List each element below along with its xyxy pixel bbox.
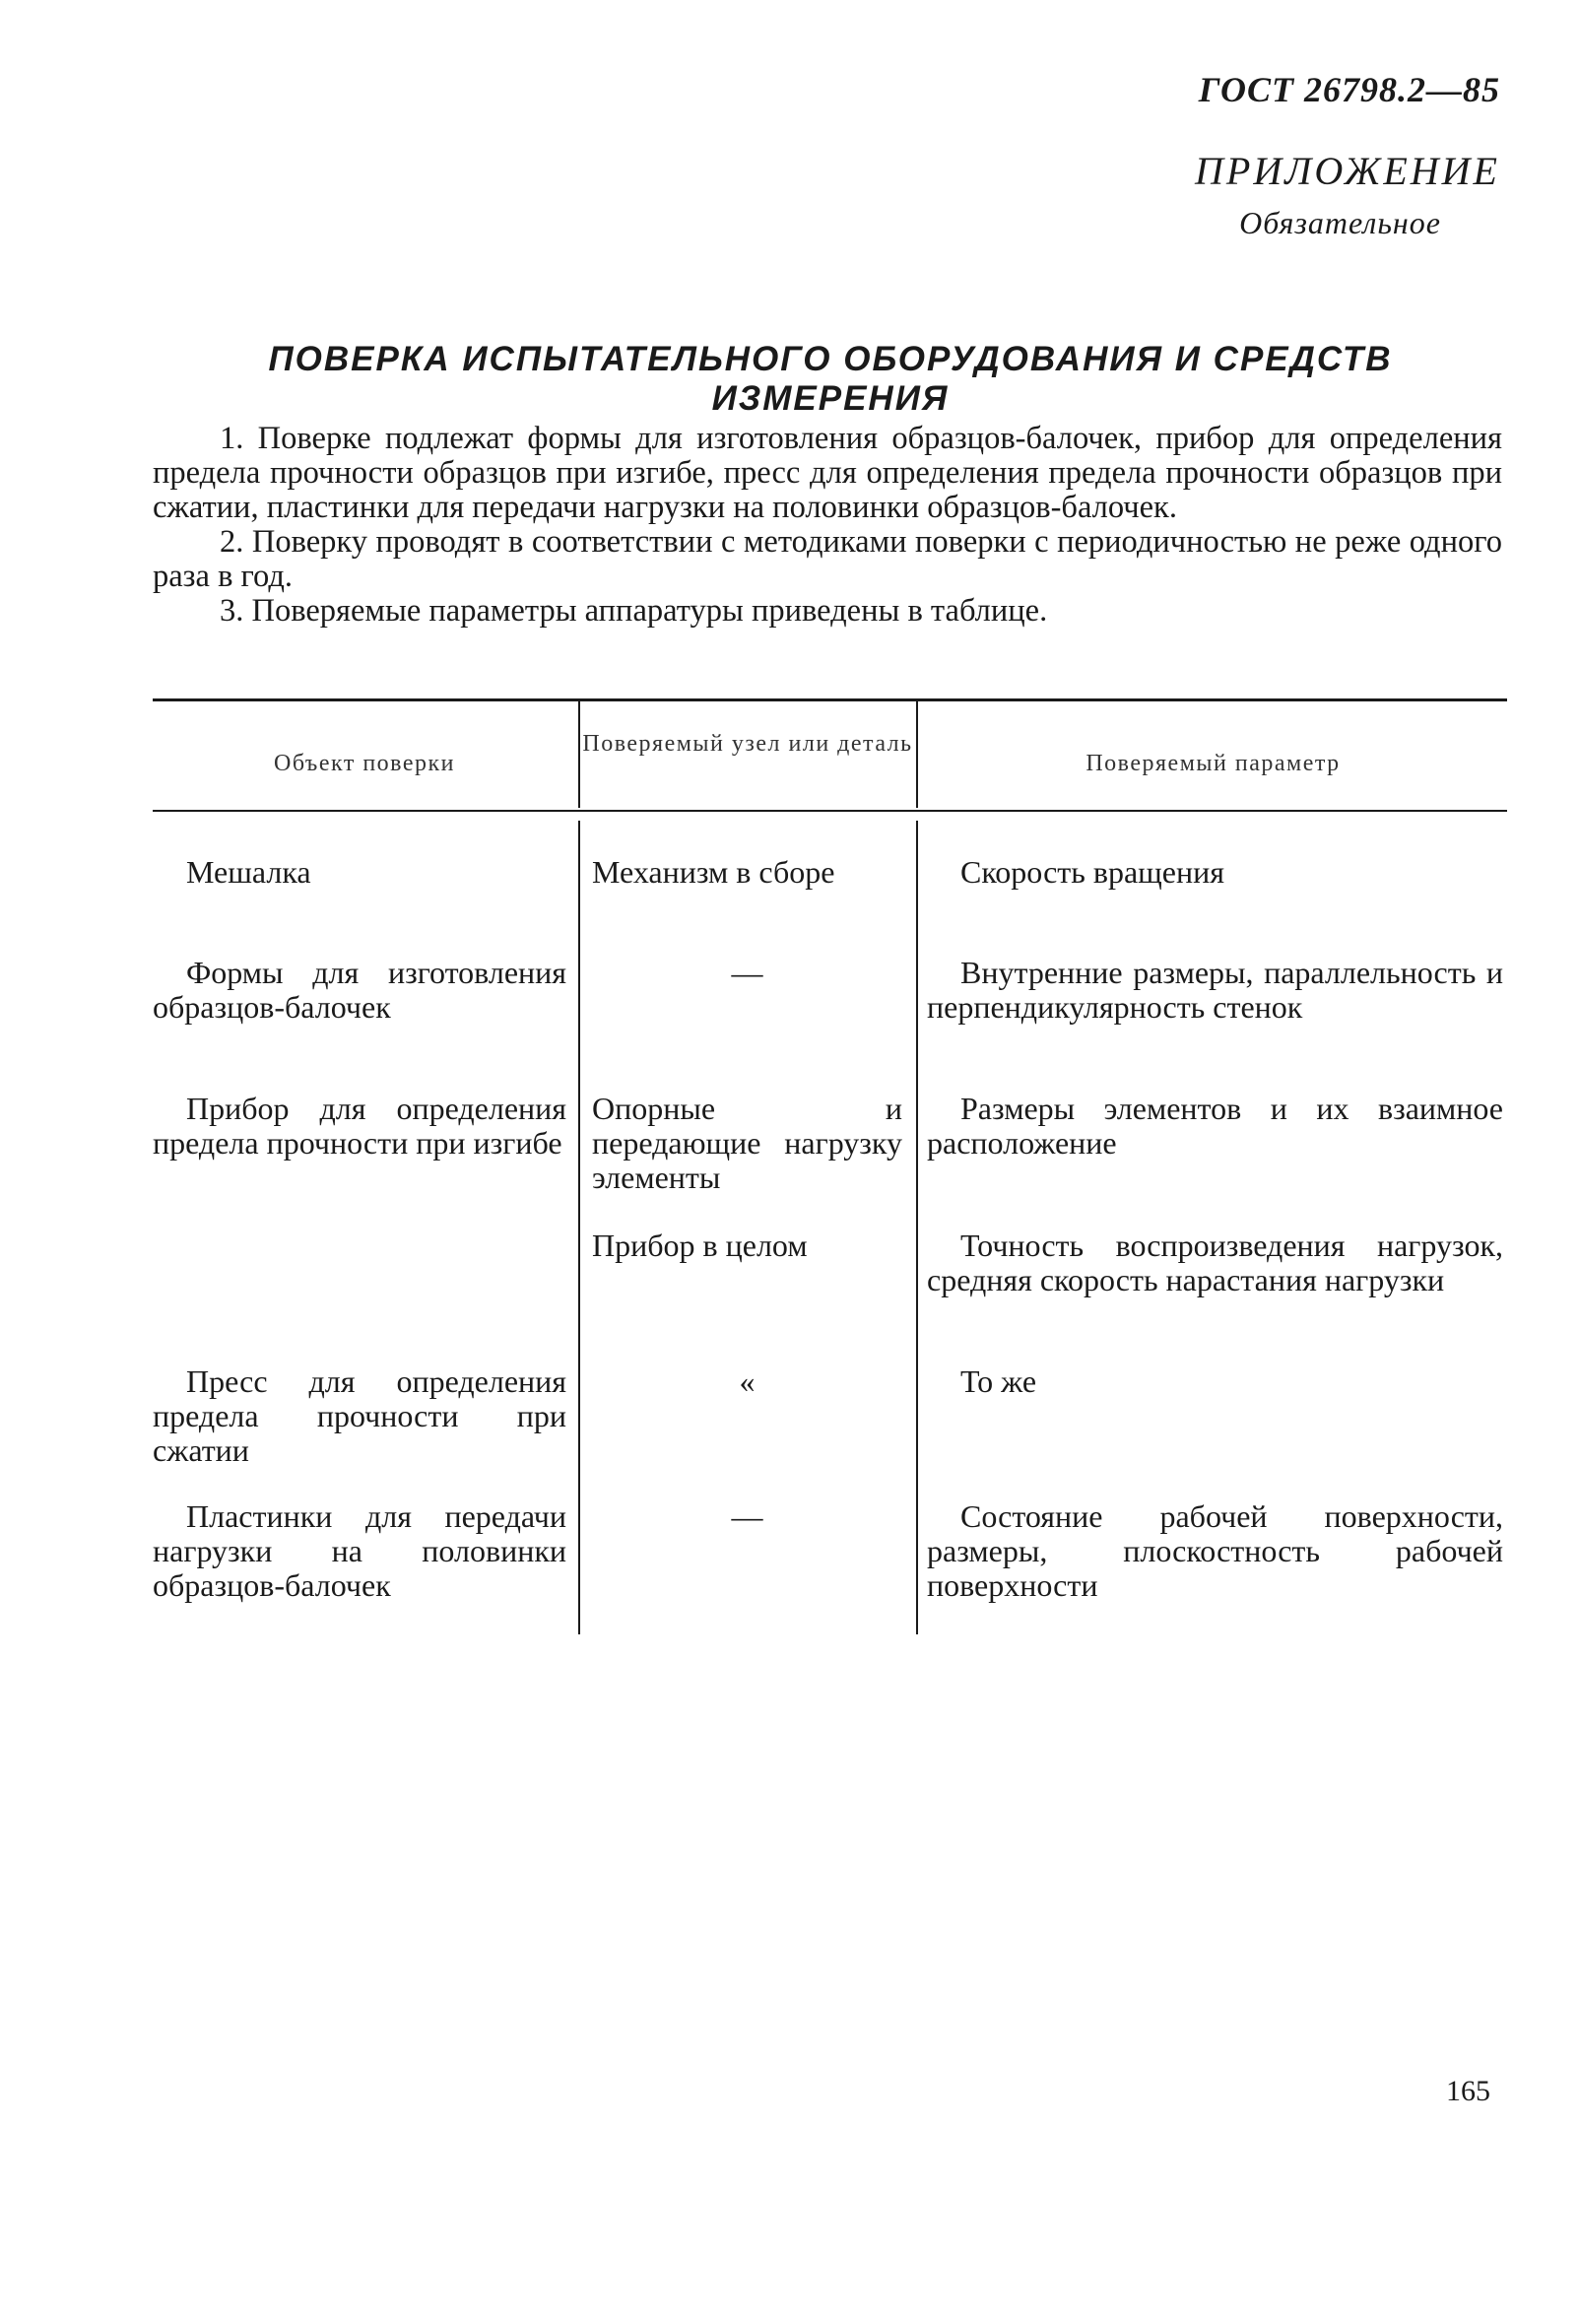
appendix-label: ПРИЛОЖЕНИЕ	[1195, 149, 1500, 193]
cell-parameter: Внутренние размеры, параллельность и перпендикулярность стенок	[927, 955, 1503, 1025]
cell-parameter: Точность воспроизведения нагрузок, средняя скорость нарастания нагрузки	[927, 1228, 1503, 1297]
header-unit: Поверяемый узел или деталь	[582, 731, 913, 757]
column-divider	[578, 821, 580, 1634]
body-text	[153, 422, 1502, 629]
cell-unit: —	[731, 1498, 763, 1534]
cell-object: Мешалка	[186, 854, 311, 890]
cell-parameter: Скорость вращения	[960, 854, 1224, 890]
table-top-rule	[153, 698, 1507, 701]
cell-unit: Прибор в целом	[592, 1228, 808, 1263]
column-divider	[916, 701, 918, 808]
page-number: 165	[1446, 2075, 1490, 2107]
column-divider	[916, 821, 918, 1634]
cell-unit: «	[739, 1363, 756, 1399]
mandatory-label: Обязательное	[1239, 205, 1441, 240]
cell-unit: Опорные и передающие нагрузку элементы	[592, 1091, 902, 1195]
header-parameter: Поверяемый параметр	[1086, 751, 1341, 776]
document-title: ПОВЕРКА ИСПЫТАТЕЛЬНОГО ОБОРУДОВАНИЯ И СРЕДСТВ ИЗМЕРЕНИЯ	[268, 340, 1393, 418]
standard-number: ГОСТ 26798.2—85	[1198, 70, 1500, 109]
paragraph-1: 1. Поверке подлежат формы для изготовления образцов-балочек, прибор для определения предела прочности образцов при изгибе, пресс для определения предела прочности образцов при сжатии, пластинки для передачи нагрузки на половинки образцов-балочек.	[153, 421, 1502, 525]
cell-object: Пресс для определения предела прочности при сжатии	[153, 1363, 566, 1468]
cell-parameter: Состояние рабочей поверхности, размеры, плоскостность рабочей поверхности	[927, 1498, 1503, 1603]
cell-unit: —	[731, 955, 763, 990]
cell-object: Формы для изготовления образцов-балочек	[153, 955, 566, 1025]
header-object: Объект поверки	[273, 751, 456, 776]
column-divider	[578, 701, 580, 808]
paragraph-2: 2. Поверку проводят в соответствии с методиками поверки с периодичностью не реже одного раза в год.	[153, 524, 1502, 594]
cell-unit: Механизм в сборе	[592, 854, 835, 890]
paragraph-3: 3. Поверяемые параметры аппаратуры приведены в таблице.	[220, 593, 1048, 629]
cell-object: Пластинки для передачи нагрузки на половинки образцов-балочек	[153, 1498, 566, 1603]
cell-parameter: То же	[960, 1363, 1037, 1399]
cell-parameter: Размеры элементов и их взаимное расположение	[927, 1091, 1503, 1161]
table-header-rule	[153, 810, 1507, 812]
cell-object: Прибор для определения предела прочности при изгибе	[153, 1091, 566, 1161]
